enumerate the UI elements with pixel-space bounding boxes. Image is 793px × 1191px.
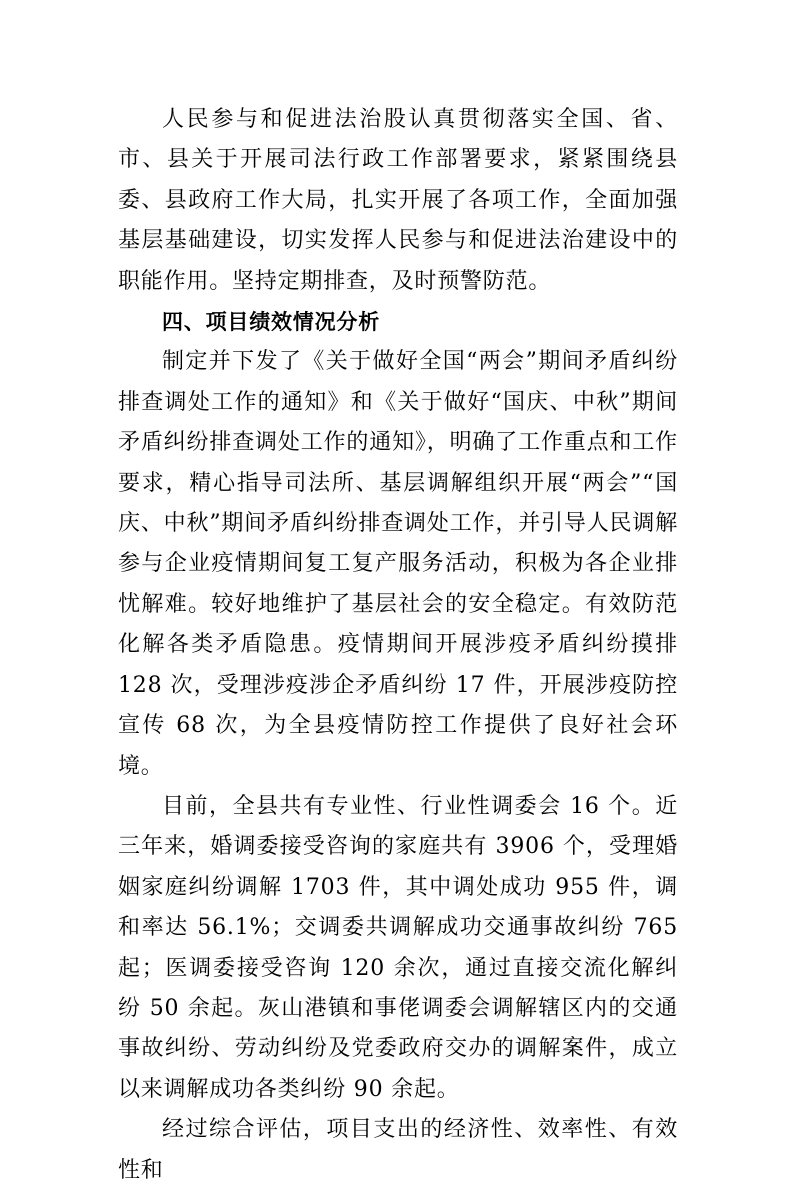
paragraph-evaluation: 经过综合评估，项目支出的经济性、效率性、有效性和: [118, 1117, 678, 1183]
paragraph-statistics: 目前，全县共有专业性、行业性调委会 16 个。近三年来，婚调委接受咨询的家庭共有 3906 个，受理婚姻家庭纠纷调解 1703 件，其中调处成功 955 件，调和率达 56.1%；交调委共调解成功交通事故纠纷 765 起；医调委接受咨询 120 余次，通过直接交流化解纠纷 50 余起。灰山港镇和事佬调委会调解辖区内的交通事故纠纷、劳动纠纷及党委政府交办的调解案件，成立以来调解成功各类纠纷 90 余起。: [118, 793, 678, 1102]
document-body: [118, 100, 678, 1191]
paragraph-intro: 人民参与和促进法治股认真贯彻落实全国、省、市、县关于开展司法行政工作部署要求，紧紧围绕县委、县政府工作大局，扎实开展了各项工作，全面加强基层基础建设，切实发挥人民参与和促进法治建设中的职能作用。坚持定期排查，及时预警防范。: [118, 107, 678, 294]
section-heading-4: 四、项目绩效情况分析: [162, 310, 380, 335]
paragraph-notices: 制定并下发了《关于做好全国“两会”期间矛盾纠纷排查调处工作的通知》和《关于做好“国庆、中秋”期间矛盾纠纷排查调处工作的通知》，明确了工作重点和工作要求，精心指导司法所、基层调解组织开展“两会”“国庆、中秋”期间矛盾纠纷排查调处工作，并引导人民调解参与企业疫情期间复工复产服务活动，积极为各企业排忧解难。较好地维护了基层社会的安全稳定。有效防范化解各类矛盾隐患。疫情期间开展涉疫矛盾纠纷摸排 128 次，受理涉疫涉企矛盾纠纷 17 件，开展涉疫防控宣传 68 次，为全县疫情防控工作提供了良好社会环境。: [118, 349, 678, 779]
